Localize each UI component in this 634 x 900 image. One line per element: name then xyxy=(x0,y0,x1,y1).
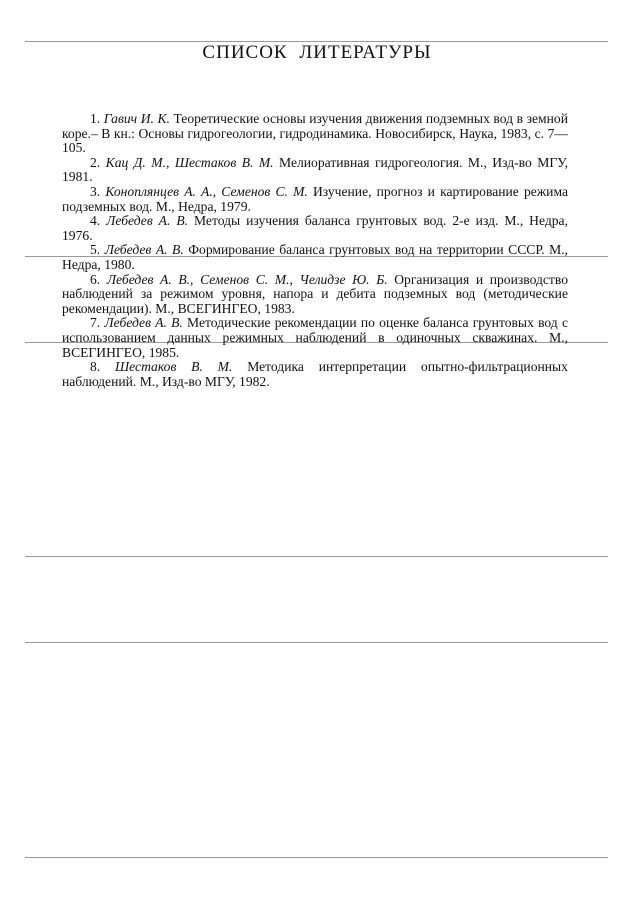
reference-text: Методические рекомендации по оценке баланса грунтовых вод с использованием данных режимных наблюдений в одиночных скважинах. М., ВСЕГИНГЕО, 1985. xyxy=(62,315,568,360)
reference-number: 8. xyxy=(90,359,101,375)
reference-text: Методы изучения баланса грунтовых вод. 2-е изд. М., Недра, 1976. xyxy=(62,213,568,243)
reference-number: 2. xyxy=(90,154,101,170)
reference-list xyxy=(62,112,568,389)
reference-item xyxy=(62,360,568,389)
reference-number: 7. xyxy=(90,315,101,331)
reference-item xyxy=(62,273,568,317)
reference-text: Мелиоративная гидрогеология. М., Изд-во МГУ, 1981. xyxy=(62,154,568,185)
reference-item xyxy=(62,214,568,243)
reference-author: Лебедев А. В. xyxy=(106,213,189,229)
reference-text: Теоретические основы изучения движения подземных вод в земной коре.– В кн.: Основы гидрогеологии, гидродинамика. Новосибирск, Наука, 1983, с. 7—105. xyxy=(62,111,568,156)
reference-author: Лебедев А. В. xyxy=(104,315,183,331)
page-title: СПИСОК ЛИТЕРАТУРЫ xyxy=(202,42,432,63)
reference-author: Коноплянцев А. А., Семенов С. М. xyxy=(105,183,308,199)
page-rule xyxy=(25,642,608,643)
reference-item xyxy=(62,112,568,156)
reference-number: 6. xyxy=(90,271,101,287)
reference-number: 4. xyxy=(90,213,101,229)
reference-text: Организация и производство наблюдений за режимом уровня, напора и дебита подземных вод (методические рекомендации). М., ВСЕГИНГЕО, 1983. xyxy=(62,271,568,316)
reference-author: Лебедев А. В., Семенов С. М., Челидзе Ю. Б. xyxy=(106,271,388,287)
reference-text: Формирование баланса грунтовых вод на территории СССР. М., Недра, 1980. xyxy=(62,242,568,272)
reference-item xyxy=(62,243,568,272)
reference-author: Кац Д. М., Шестаков В. М. xyxy=(105,154,274,170)
page-rule xyxy=(25,857,608,858)
reference-author: Гавич И. К. xyxy=(103,111,170,126)
reference-author: Лебедев А. В. xyxy=(104,242,184,258)
reference-number: 1. xyxy=(90,111,101,126)
page-rule xyxy=(25,556,608,557)
reference-item xyxy=(62,156,568,185)
reference-author: Шестаков В. М. xyxy=(115,359,233,375)
reference-number: 5. xyxy=(90,242,101,258)
reference-item xyxy=(62,185,568,214)
reference-number: 3. xyxy=(90,183,101,199)
reference-text: Методика интерпретации опытно-фильтрационных наблюдений. М., Изд-во МГУ, 1982. xyxy=(62,359,568,389)
reference-item xyxy=(62,316,568,360)
reference-text: Изучение, прогноз и картирование режима подземных вод. М., Недра, 1979. xyxy=(62,183,569,214)
